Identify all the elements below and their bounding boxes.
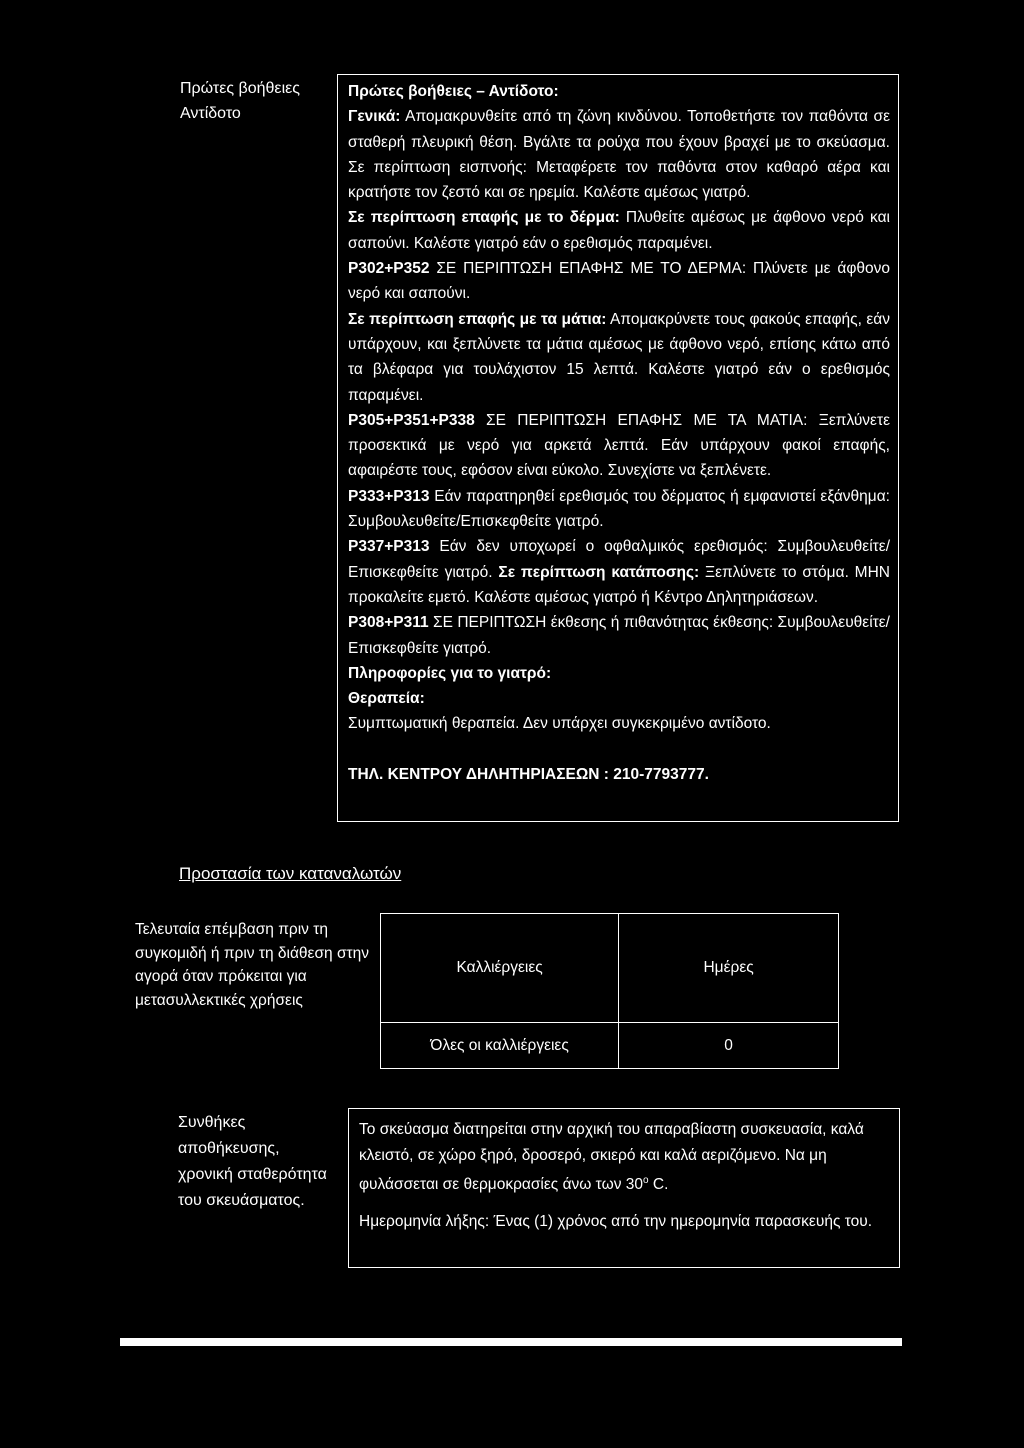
storage-text: Το σκεύασμα διατηρείται στην αρχική του απαραβίαστη συσκευασία, καλά κλειστό, σε χώρο ξηρό, δροσερό, σκιερό και καλά αεριζόμενο. Να μη φυλάσσεται σε θερμοκρασίες άνω των 30$^o$ C. xyxy=(359,1121,864,1194)
first-aid-p337 xyxy=(348,534,890,610)
header-crops: Καλλιέργειες xyxy=(381,914,619,1023)
therapy-text: Συμπτωματική θεραπεία. Δεν υπάρχει συγκεκριμένο αντίδοτο. xyxy=(348,715,771,733)
eyes-label: Σε περίπτωση επαφής με τα μάτια: xyxy=(348,310,607,328)
first-aid-p305 xyxy=(348,408,890,484)
storage-conditions-label: Συνθήκες αποθήκευσης, χρονική σταθερότητα του σκευάσματος. xyxy=(178,1114,327,1209)
storage-conditions-box xyxy=(348,1108,900,1268)
p308-text: ΣΕ ΠΕΡΙΠΤΩΣΗ έκθεσης ή πιθανότητας έκθεσης: Συμβουλευθείτε/Επισκεφθείτε γιατρό. xyxy=(348,614,890,657)
spacer xyxy=(359,1198,889,1209)
p302-text: ΣΕ ΠΕΡΙΠΤΩΣΗ ΕΠΑΦΗΣ ΜΕ ΤΟ ΔΕΡΜΑ: Πλύνετε με άφθονο νερό και σαπούνι. xyxy=(348,260,890,303)
spacer xyxy=(348,737,890,762)
consumer-protection-heading: Προστασία των καταναλωτών xyxy=(179,864,402,883)
skin-label: Σε περίπτωση επαφής με το δέρμα: xyxy=(348,209,620,227)
eyes-text: Απομακρύνετε τους φακούς επαφής, εάν υπάρχουν, και ξεπλύνετε τα μάτια αμέσως με άφθονο νερό, επίσης κάτω από τα βλέφαρα για τουλάχιστον 15 λεπτά. Καλέστε γιατρό εάν ο ερεθισμός παραμένει. xyxy=(348,310,890,404)
poison-center-phone: ΤΗΛ. ΚΕΝΤΡΟΥ ΔΗΛΗΤΗΡΙΑΣΕΩΝ : 210-7793777. xyxy=(348,765,709,783)
ingestion-label: Σε περίπτωση κατάποσης: xyxy=(498,563,700,581)
header-days: Ημέρες xyxy=(619,914,839,1023)
cell-crops: Όλες οι καλλιέργειες xyxy=(381,1023,619,1069)
first-aid-general xyxy=(348,104,890,205)
p337-code: P337+P313 xyxy=(348,538,430,556)
therapy-heading: Θεραπεία: xyxy=(348,690,425,708)
skin-text: Πλυθείτε αμέσως με άφθονο νερό και σαπούνι. Καλέστε γιατρό εάν ο ερεθισμός παραμένει. xyxy=(348,209,890,252)
first-aid-label-line1: Πρώτες βοήθειες xyxy=(180,80,300,97)
first-aid-skin xyxy=(348,205,890,256)
first-aid-box xyxy=(337,74,899,822)
p302-code: P302+P352 xyxy=(348,260,430,278)
ingestion-text: Ξεπλύνετε το στόμα. ΜΗΝ προκαλείτε εμετό. Καλέστε αμέσως γιατρό ή Κέντρο Δηλητηριάσεων. xyxy=(348,563,890,606)
pre-harvest-interval-label: Τελευταία επέμβαση πριν τη συγκομιδή ή πριν τη διάθεση στην αγορά όταν πρόκειται για μετασυλλεκτικές χρήσεις xyxy=(135,921,370,1009)
first-aid-label-line2: Αντίδοτο xyxy=(180,105,241,122)
first-aid-title: Πρώτες βοήθειες – Αντίδοτο: xyxy=(348,83,559,100)
p337-text: Εάν δεν υποχωρεί ο οφθαλμικός ερεθισμός: Συμβουλευθείτε/Επισκεφθείτε γιατρό. xyxy=(348,538,890,581)
first-aid-section-label xyxy=(180,76,330,126)
pre-harvest-table xyxy=(380,913,839,1069)
general-label: Γενικά: xyxy=(348,108,401,126)
first-aid-eyes xyxy=(348,307,890,408)
expiry-text: Ημερομηνία λήξης: Ένας (1) χρόνος από την ημερομηνία παρασκευής του. xyxy=(359,1212,873,1230)
first-aid-p333 xyxy=(348,484,890,535)
table-header-row xyxy=(381,914,839,1023)
p305-text: ΣΕ ΠΕΡΙΠΤΩΣΗ ΕΠΑΦΗΣ ΜΕ ΤΑ ΜΑΤΙΑ: Ξεπλύνετε προσεκτικά με νερό για αρκετά λεπτά. Εάν υπάρχουν φακοί επαφής, αφαιρέστε τους, εφόσον είναι εύκολο. Συνεχίστε να ξεπλένετε. xyxy=(348,411,890,480)
doctor-info-heading: Πληροφορίες για το γιατρό: xyxy=(348,664,552,682)
degree-symbol: o xyxy=(643,1175,649,1186)
table-row xyxy=(381,1023,839,1069)
p333-text: Εάν παρατηρηθεί ερεθισμός του δέρματος ή εμφανιστεί εξάνθημα: Συμβουλευθείτε/Επισκεφθείτε γιατρό. xyxy=(348,487,890,531)
first-aid-p302 xyxy=(348,256,890,307)
cell-days: 0 xyxy=(619,1023,839,1069)
first-aid-p308 xyxy=(348,610,890,661)
general-text: Απομακρυνθείτε από τη ζώνη κινδύνου. Τοποθετήστε τον παθόντα σε σταθερή πλευρική θέση. Βγάλτε τα ρούχα που έχουν βραχεί με το σκεύασμα. Σε περίπτωση εισπνοής: Μεταφέρετε τον παθόντα στον καθαρό αέρα και κρατήστε τον ζεστό και σε ηρεμία. Καλέστε αμέσως γιατρό. xyxy=(348,108,890,202)
p308-code: P308+P311 xyxy=(348,614,429,632)
p305-code: P305+P351+P338 xyxy=(348,411,475,429)
p333-code: P333+P313 xyxy=(348,487,430,505)
footer-divider xyxy=(120,1338,902,1346)
